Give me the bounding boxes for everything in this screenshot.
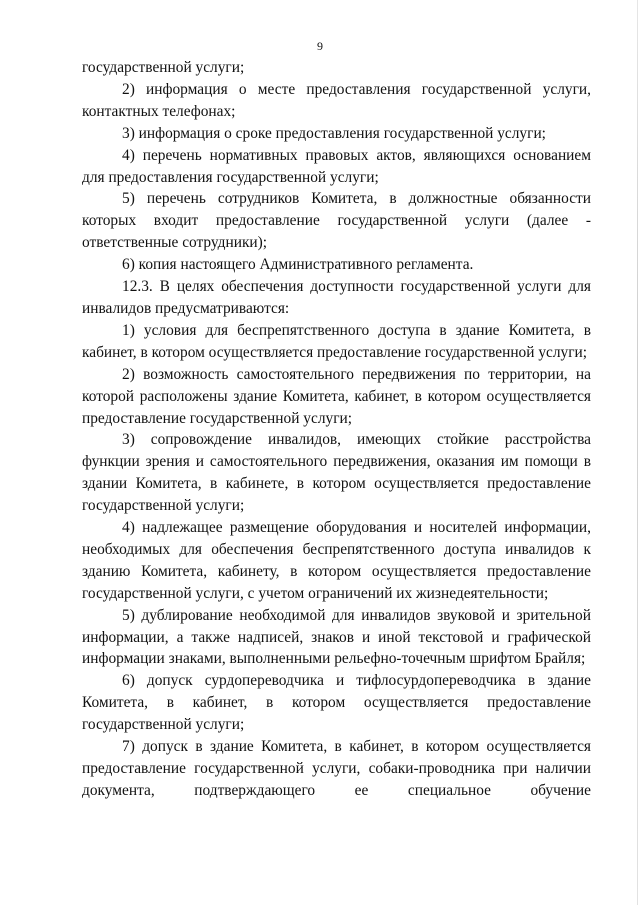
accessibility-item-3: 3) сопровождение инвалидов, имеющих стойкие расстройства функции зрения и самостоятельного передвижения, оказания им помощи в здании Комитета, в кабинете, в котором осуществляется предоставление государственной услуги; xyxy=(82,431,591,515)
accessibility-item-2: 2) возможность самостоятельного передвижения по территории, на которой расположены здание Комитета, кабинет, в котором осуществляется предоставление государственной услуги; xyxy=(82,365,591,427)
paragraph-continuation: государственной услуги; xyxy=(82,59,245,76)
page-number: 9 xyxy=(317,39,323,53)
list-item-6: 6) копия настоящего Административного регламента. xyxy=(122,256,474,274)
list-item-3: 3) информация о сроке предоставления государственной услуги; xyxy=(122,124,546,142)
scan-edge-line xyxy=(637,0,638,905)
accessibility-item-4: 4) надлежащее размещение оборудования и носителей информации, необходимых для обеспечения беспрепятственного доступа инвалидов к зданию Комитета, кабинету, в котором осуществляется предоставление государственной услуги, с учетом ограничений их жизнедеятельности; xyxy=(82,519,591,602)
section-12-3-intro: 12.3. В целях обеспечения доступности государственной услуги для инвалидов предусматриваются: xyxy=(82,278,591,317)
document-body xyxy=(82,57,591,802)
accessibility-item-1: 1) условия для беспрепятственного доступа в здание Комитета, в кабинет, в котором осуществляется предоставление государственной услуги; xyxy=(82,321,591,361)
list-item-5: 5) перечень сотрудников Комитета, в должностные обязанности которых входит предоставление государственной услуги (далее - ответственные сотрудники); xyxy=(82,190,591,252)
accessibility-item-7: 7) допуск в здание Комитета, в кабинет, в котором осуществляется предоставление государственной услуги, собаки-проводника при наличии документа, подтверждающего ее специальное обучение xyxy=(82,738,591,799)
list-item-4: 4) перечень нормативных правовых актов, являющихся основанием для предоставления государственной услуги; xyxy=(82,146,591,186)
list-item-2: 2) информация о месте предоставления государственной услуги, контактных телефонах; xyxy=(82,80,591,120)
accessibility-item-5: 5) дублирование необходимой для инвалидов звуковой и зрительной информации, а также надписей, знаков и иной текстовой и графической информации знаками, выполненными рельефно-точечным шрифтом Брайля; xyxy=(82,606,591,668)
accessibility-item-6: 6) допуск сурдопереводчика и тифлосурдопереводчика в здание Комитета, в кабинет, в котором осуществляется предоставление государственной услуги; xyxy=(82,672,591,734)
